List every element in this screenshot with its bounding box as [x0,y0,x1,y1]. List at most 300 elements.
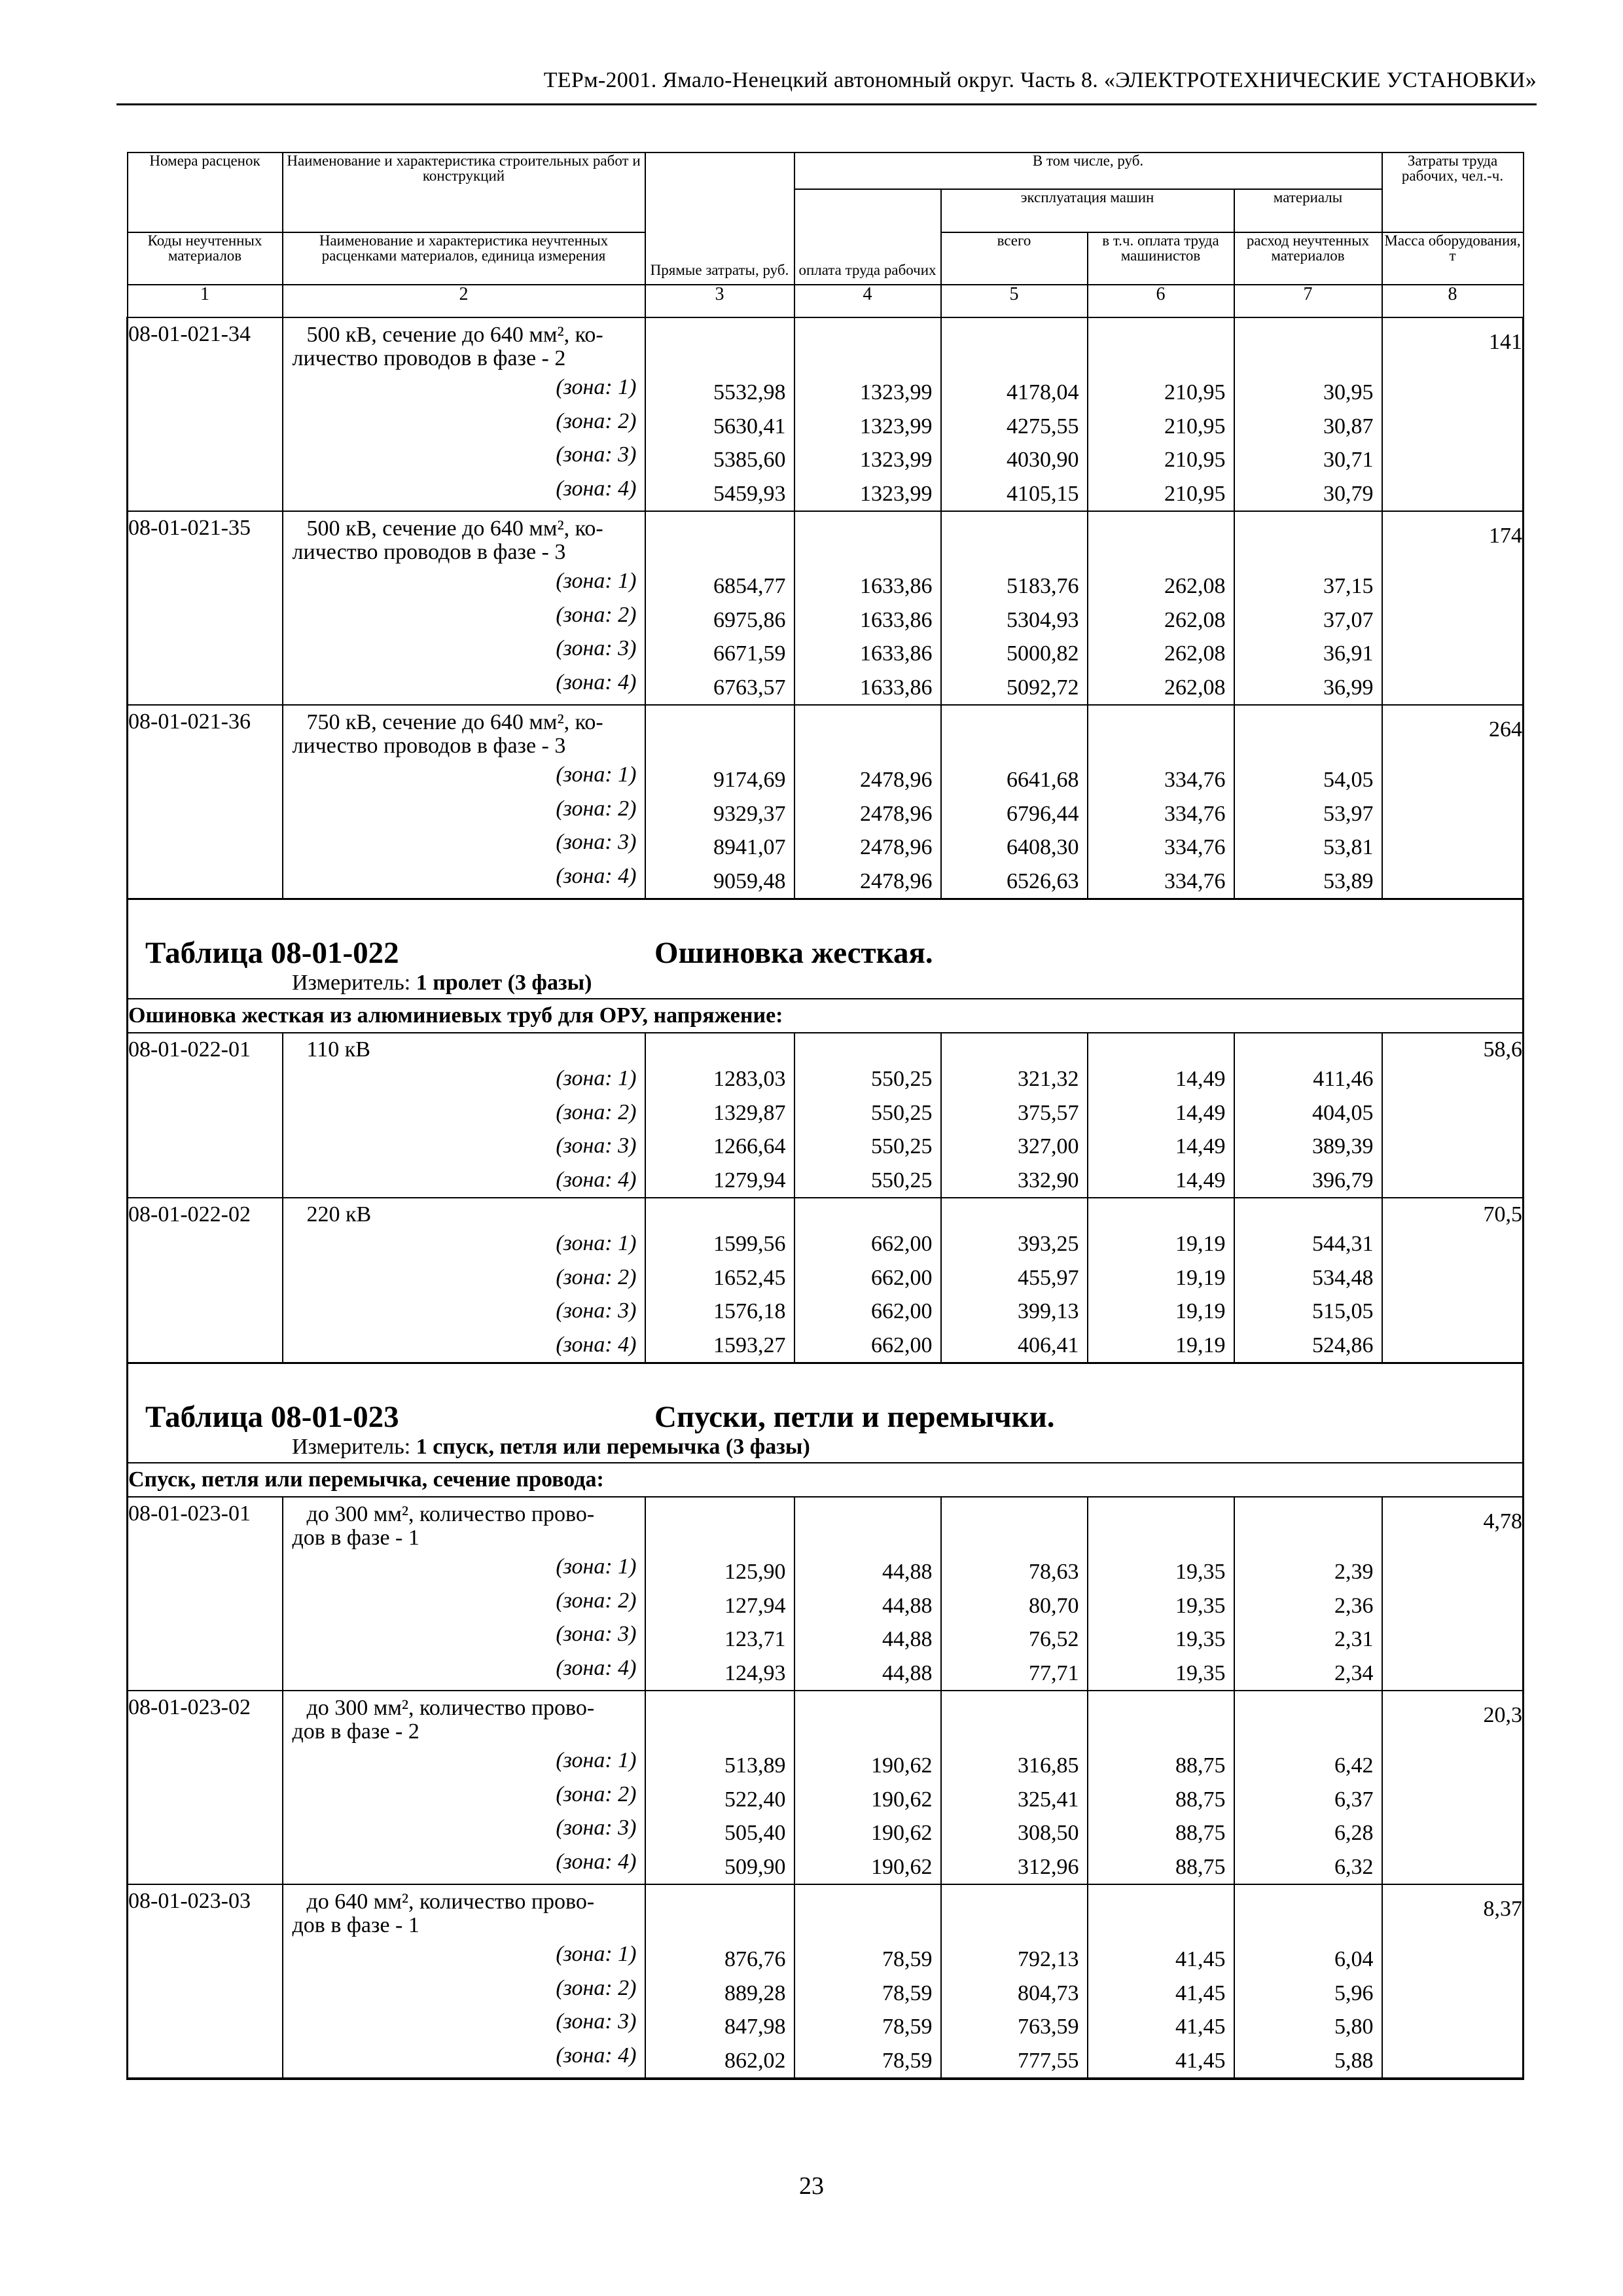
labor-value: 20,3 [1483,1703,1523,1727]
value-cell [1234,1691,1382,1884]
zone-value: 262,08 [1164,641,1226,666]
zone-value: 2478,96 [860,835,933,859]
price-description [283,1691,645,1884]
zone-value: 78,59 [882,2048,933,2073]
value-cell [1088,1497,1234,1691]
zone-value: 312,96 [1018,1854,1079,1879]
zone-value: 777,55 [1018,2048,1079,2073]
zone-value: 190,62 [871,1787,933,1812]
zone-value: 6854,77 [713,574,786,598]
zone-value: 5385,60 [713,448,786,472]
desc-line: 500 кВ, сечение до 640 мм², ко- [306,323,603,347]
zone-value: 44,88 [882,1593,933,1618]
zone-value: 30,79 [1323,481,1374,506]
zone-value: 36,99 [1323,675,1374,700]
zone-value: 190,62 [871,1821,933,1845]
zone-value: 513,89 [724,1753,786,1778]
zone-value: 1323,99 [860,414,933,439]
zone-value: 2478,96 [860,869,933,893]
labor-cost [1382,317,1524,511]
zone-label: (зона: 4) [556,1167,637,1192]
materials-header: материалы [1234,189,1382,232]
zone-value: 41,45 [1175,1947,1226,1971]
measure-value: 1 пролет (3 фазы) [416,971,592,995]
col3-header: Прямые затраты, руб. [645,152,794,285]
labor-value: 264 [1489,717,1523,742]
value-cell [1234,317,1382,511]
zone-label: (зона: 2) [556,796,637,821]
zone-value: 262,08 [1164,574,1226,598]
zone-value: 78,59 [882,1981,933,2005]
zone-label: (зона: 3) [556,1622,637,1646]
desc-line: 500 кВ, сечение до 640 мм², ко- [306,516,603,541]
zone-value: 5304,93 [1007,607,1079,632]
zone-value: 210,95 [1164,414,1226,439]
price-row [128,1497,1524,1691]
zone-value: 550,25 [871,1067,933,1091]
zone-value: 332,90 [1018,1168,1079,1193]
table-name: Ошиновка жесткая. [654,936,933,970]
zone-value: 876,76 [724,1947,786,1971]
zone-value: 6,37 [1334,1787,1374,1812]
zone-label: (зона: 2) [556,1782,637,1806]
zone-value: 327,00 [1018,1134,1079,1158]
zone-label: (зона: 1) [556,1066,637,1090]
zone-value: 2478,96 [860,768,933,792]
labor-cost [1382,1884,1524,2079]
zone-value: 4275,55 [1007,414,1079,439]
value-cell [1234,705,1382,899]
value-cell [645,1033,794,1198]
zone-value: 4105,15 [1007,481,1079,506]
zone-value: 1599,56 [713,1232,786,1256]
zone-value: 190,62 [871,1854,933,1879]
zone-value: 534,48 [1312,1265,1374,1290]
zone-value: 41,45 [1175,1981,1226,2005]
zone-value: 6671,59 [713,641,786,666]
value-cell [1088,1691,1234,1884]
table-number: Таблица 08-01-022 [145,936,399,970]
header-rule [116,103,1537,105]
price-code: 08-01-021-34 [128,317,283,511]
value-cell [941,1033,1088,1198]
zone-value: 41,45 [1175,2015,1226,2039]
zone-value: 792,13 [1018,1947,1079,1971]
zone-label: (зона: 1) [556,1554,637,1579]
zone-value: 80,70 [1029,1593,1079,1618]
value-cell [1234,1033,1382,1198]
col4-header: оплата труда рабочих [794,189,941,285]
zone-value: 308,50 [1018,1821,1079,1845]
labor-cost [1382,705,1524,899]
zone-value: 406,41 [1018,1333,1079,1357]
column-number: 1 [128,285,283,317]
zone-value: 334,76 [1164,835,1226,859]
zone-label: (зона: 1) [556,1231,637,1255]
zone-value: 19,19 [1175,1232,1226,1256]
zone-value: 19,19 [1175,1333,1226,1357]
zone-value: 19,35 [1175,1660,1226,1685]
zone-value: 1652,45 [713,1265,786,1290]
value-cell [1234,511,1382,705]
zone-value: 662,00 [871,1333,933,1357]
value-cell [1088,1198,1234,1363]
price-code: 08-01-021-35 [128,511,283,705]
zone-label: (зона: 4) [556,670,637,694]
zone-value: 411,46 [1313,1067,1374,1091]
value-cell [941,1497,1088,1691]
value-cell [794,1497,941,1691]
price-row [128,1691,1524,1884]
zone-label: (зона: 2) [556,408,637,433]
value-cell [645,1884,794,2079]
zone-value: 6763,57 [713,675,786,700]
zone-label: (зона: 1) [556,1942,637,1966]
zone-value: 316,85 [1018,1753,1079,1778]
price-code: 08-01-023-02 [128,1691,283,1884]
zone-value: 1633,86 [860,607,933,632]
price-description [283,511,645,705]
zone-label: (зона: 2) [556,1588,637,1613]
zone-label: (зона: 3) [556,636,637,660]
zone-value: 41,45 [1175,2048,1226,2073]
value-cell [941,1691,1088,1884]
value-cell [1088,511,1234,705]
zone-value: 53,97 [1323,801,1374,826]
machines-header: эксплуатация машин [941,189,1234,232]
zone-value: 404,05 [1312,1100,1374,1125]
value-cell [941,317,1088,511]
zone-value: 77,71 [1029,1660,1079,1685]
price-description [283,1497,645,1691]
zone-value: 763,59 [1018,2015,1079,2039]
table-name: Спуски, петли и перемычки. [654,1400,1055,1434]
price-description [283,1198,645,1363]
zone-value: 5,80 [1334,2015,1374,2039]
zone-value: 1323,99 [860,448,933,472]
price-row [128,511,1524,705]
zone-value: 389,39 [1312,1134,1374,1158]
zone-value: 334,76 [1164,801,1226,826]
col8-subheader: Масса оборудования, т [1382,232,1524,285]
table-022-title-block [128,899,1524,999]
zone-value: 399,13 [1018,1299,1079,1323]
col6-header: в т.ч. оплата труда машинистов [1088,232,1234,285]
desc-line: до 640 мм², количество прово- [306,1890,595,1914]
zone-value: 88,75 [1175,1753,1226,1778]
zone-value: 6526,63 [1007,869,1079,893]
value-cell [941,1198,1088,1363]
labor-cost [1382,511,1524,705]
zone-value: 9329,37 [713,801,786,826]
group-heading: Ошиновка жесткая из алюминиевых труб для ОРУ, напряжение: [128,999,1524,1033]
zone-value: 30,87 [1323,414,1374,439]
zone-value: 6,28 [1334,1821,1374,1845]
zone-label: (зона: 1) [556,1748,637,1772]
zone-value: 210,95 [1164,448,1226,472]
zone-value: 5092,72 [1007,675,1079,700]
desc-line: личество проводов в фазе - 2 [292,346,566,370]
zone-value: 505,40 [724,1821,786,1845]
column-number: 5 [941,285,1088,317]
desc-line: 750 кВ, сечение до 640 мм², ко- [306,710,603,734]
zone-label: (зона: 2) [556,602,637,627]
zone-value: 515,05 [1312,1299,1374,1323]
zone-value: 847,98 [724,2015,786,2039]
zone-label: (зона: 3) [556,2009,637,2034]
zone-value: 550,25 [871,1134,933,1158]
zone-value: 6,32 [1334,1854,1374,1879]
zone-value: 1633,86 [860,574,933,598]
including-header: В том числе, руб. [794,152,1382,189]
zone-value: 88,75 [1175,1787,1226,1812]
zone-label: (зона: 1) [556,375,637,399]
zone-label: (зона: 2) [556,1265,637,1289]
zone-value: 1283,03 [713,1067,786,1091]
zone-value: 37,07 [1323,607,1374,632]
zone-value: 5532,98 [713,380,786,404]
column-number: 2 [283,285,645,317]
zone-label: (зона: 3) [556,1134,637,1158]
labor-cost [1382,1033,1524,1198]
zone-label: (зона: 4) [556,863,637,888]
zone-value: 30,71 [1323,448,1374,472]
measure-line [292,1435,810,1460]
labor-value: 8,37 [1483,1897,1523,1921]
zone-value: 76,52 [1029,1627,1079,1651]
zone-value: 19,35 [1175,1560,1226,1584]
zone-value: 1323,99 [860,380,933,404]
zone-value: 862,02 [724,2048,786,2073]
table-number: Таблица 08-01-023 [145,1400,399,1434]
zone-label: (зона: 3) [556,830,637,854]
zone-value: 78,59 [882,1947,933,1971]
zone-value: 4030,90 [1007,448,1079,472]
zone-value: 5183,76 [1007,574,1079,598]
zone-value: 30,95 [1323,380,1374,404]
zone-value: 19,35 [1175,1593,1226,1618]
zone-value: 662,00 [871,1265,933,1290]
column-number: 6 [1088,285,1234,317]
price-code: 08-01-022-01 [128,1033,283,1198]
labor-value: 4,78 [1483,1509,1523,1534]
zone-value: 2,31 [1334,1627,1374,1651]
value-cell [794,1198,941,1363]
zone-value: 4178,04 [1007,380,1079,404]
column-number: 8 [1382,285,1524,317]
zone-value: 14,49 [1175,1100,1226,1125]
zone-label: (зона: 1) [556,762,637,787]
column-number: 3 [645,285,794,317]
zone-label: (зона: 4) [556,2043,637,2068]
zone-value: 5000,82 [1007,641,1079,666]
zone-value: 123,71 [724,1627,786,1651]
group-heading: Спуск, петля или перемычка, сечение провода: [128,1463,1524,1497]
column-number: 7 [1234,285,1382,317]
zone-value: 9059,48 [713,869,786,893]
col7-header: расход неучтенных материалов [1234,232,1382,285]
zone-value: 9174,69 [713,768,786,792]
zone-value: 550,25 [871,1100,933,1125]
zone-value: 6641,68 [1007,768,1079,792]
labor-value: 70,5 [1483,1202,1523,1227]
value-cell [645,1497,794,1691]
zone-value: 550,25 [871,1168,933,1193]
zone-value: 334,76 [1164,869,1226,893]
col2-subheader: Наименование и характеристика неучтенных расценками материалов, единица измерения [283,232,645,285]
zone-value: 662,00 [871,1232,933,1256]
col1-header: Номера расценок [128,152,283,232]
zone-value: 8941,07 [713,835,786,859]
zone-value: 78,63 [1029,1560,1079,1584]
zone-value: 6408,30 [1007,835,1079,859]
col2-header: Наименование и характеристика строительных работ и конструкций [283,152,645,232]
zone-value: 1576,18 [713,1299,786,1323]
zone-value: 53,81 [1323,835,1374,859]
price-code: 08-01-023-01 [128,1497,283,1691]
zone-value: 524,86 [1312,1333,1374,1357]
measure-label: Измеритель: [292,971,411,995]
price-description [283,317,645,511]
zone-value: 2,34 [1334,1660,1374,1685]
labor-value: 174 [1489,524,1523,548]
zone-value: 44,88 [882,1560,933,1584]
desc-line: личество проводов в фазе - 3 [292,540,566,564]
value-cell [794,1691,941,1884]
zone-value: 88,75 [1175,1854,1226,1879]
price-code: 08-01-021-36 [128,705,283,899]
zone-label: (зона: 2) [556,1100,637,1124]
desc-line: 110 кВ [306,1037,370,1062]
desc-line: до 300 мм², количество прово- [306,1696,595,1720]
zone-value: 5,88 [1334,2048,1374,2073]
col8-header: Затраты труда рабочих, чел.-ч. [1382,152,1524,232]
zone-label: (зона: 2) [556,1975,637,2000]
zone-value: 19,19 [1175,1265,1226,1290]
price-description [283,1033,645,1198]
zone-label: (зона: 4) [556,476,637,501]
zone-value: 2,36 [1334,1593,1374,1618]
col5-header: всего [941,232,1088,285]
zone-value: 1266,64 [713,1134,786,1158]
zone-value: 804,73 [1018,1981,1079,2005]
zone-value: 1279,94 [713,1168,786,1193]
value-cell [794,317,941,511]
zone-label: (зона: 3) [556,442,637,467]
zone-value: 396,79 [1312,1168,1374,1193]
zone-label: (зона: 3) [556,1299,637,1323]
zone-value: 375,57 [1018,1100,1079,1125]
zone-value: 124,93 [724,1660,786,1685]
zone-value: 54,05 [1323,768,1374,792]
zone-value: 78,59 [882,2015,933,2039]
zone-value: 190,62 [871,1753,933,1778]
zone-value: 5459,93 [713,481,786,506]
zone-value: 44,88 [882,1627,933,1651]
value-cell [645,511,794,705]
value-cell [1234,1884,1382,2079]
zone-label: (зона: 3) [556,1816,637,1840]
zone-value: 44,88 [882,1660,933,1685]
zone-value: 37,15 [1323,574,1374,598]
measure-label: Измеритель: [292,1435,411,1459]
value-cell [794,511,941,705]
value-cell [645,317,794,511]
zone-value: 14,49 [1175,1134,1226,1158]
value-cell [645,705,794,899]
zone-label: (зона: 4) [556,1849,637,1874]
desc-line: дов в фазе - 1 [292,1526,419,1550]
zone-value: 1323,99 [860,481,933,506]
value-cell [1234,1198,1382,1363]
price-table [126,152,1524,2080]
zone-value: 19,19 [1175,1299,1226,1323]
page-number: 23 [799,2172,824,2200]
zone-value: 6975,86 [713,607,786,632]
zone-value: 14,49 [1175,1168,1226,1193]
labor-cost [1382,1691,1524,1884]
price-row [128,1884,1524,2079]
zone-label: (зона: 4) [556,1655,637,1680]
value-cell [941,705,1088,899]
price-code: 08-01-022-02 [128,1198,283,1363]
zone-value: 393,25 [1018,1232,1079,1256]
desc-line: до 300 мм², количество прово- [306,1502,595,1526]
zone-value: 1633,86 [860,675,933,700]
zone-value: 1329,87 [713,1100,786,1125]
labor-cost [1382,1198,1524,1363]
zone-value: 2478,96 [860,801,933,826]
desc-line: 220 кВ [306,1202,372,1227]
price-description [283,1884,645,2079]
zone-label: (зона: 4) [556,1332,637,1357]
desc-line: дов в фазе - 1 [292,1913,419,1937]
labor-value: 141 [1489,330,1523,354]
zone-value: 125,90 [724,1560,786,1584]
col1-subheader: Коды неучтенных материалов [128,232,283,285]
measure-value: 1 спуск, петля или перемычка (3 фазы) [416,1435,810,1459]
zone-value: 127,94 [724,1593,786,1618]
zone-value: 19,35 [1175,1627,1226,1651]
value-cell [1088,705,1234,899]
zone-value: 210,95 [1164,380,1226,404]
zone-value: 662,00 [871,1299,933,1323]
value-cell [941,511,1088,705]
measure-line [292,971,592,996]
zone-value: 325,41 [1018,1787,1079,1812]
labor-cost [1382,1497,1524,1691]
zone-value: 5630,41 [713,414,786,439]
value-cell [1088,317,1234,511]
value-cell [645,1198,794,1363]
zone-value: 334,76 [1164,768,1226,792]
column-number: 4 [794,285,941,317]
zone-value: 6796,44 [1007,801,1079,826]
zone-value: 6,42 [1334,1753,1374,1778]
zone-value: 262,08 [1164,607,1226,632]
running-head: ТЕРм-2001. Ямало-Ненецкий автономный округ. Часть 8. «ЭЛЕКТРОТЕХНИЧЕСКИЕ УСТАНОВКИ» [543,68,1537,92]
zone-value: 1633,86 [860,641,933,666]
zone-value: 262,08 [1164,675,1226,700]
value-cell [794,705,941,899]
zone-value: 509,90 [724,1854,786,1879]
zone-value: 14,49 [1175,1067,1226,1091]
table-023-title-block [128,1363,1524,1463]
zone-value: 2,39 [1334,1560,1374,1584]
price-row [128,705,1524,899]
zone-value: 53,89 [1323,869,1374,893]
zone-value: 544,31 [1312,1232,1374,1256]
